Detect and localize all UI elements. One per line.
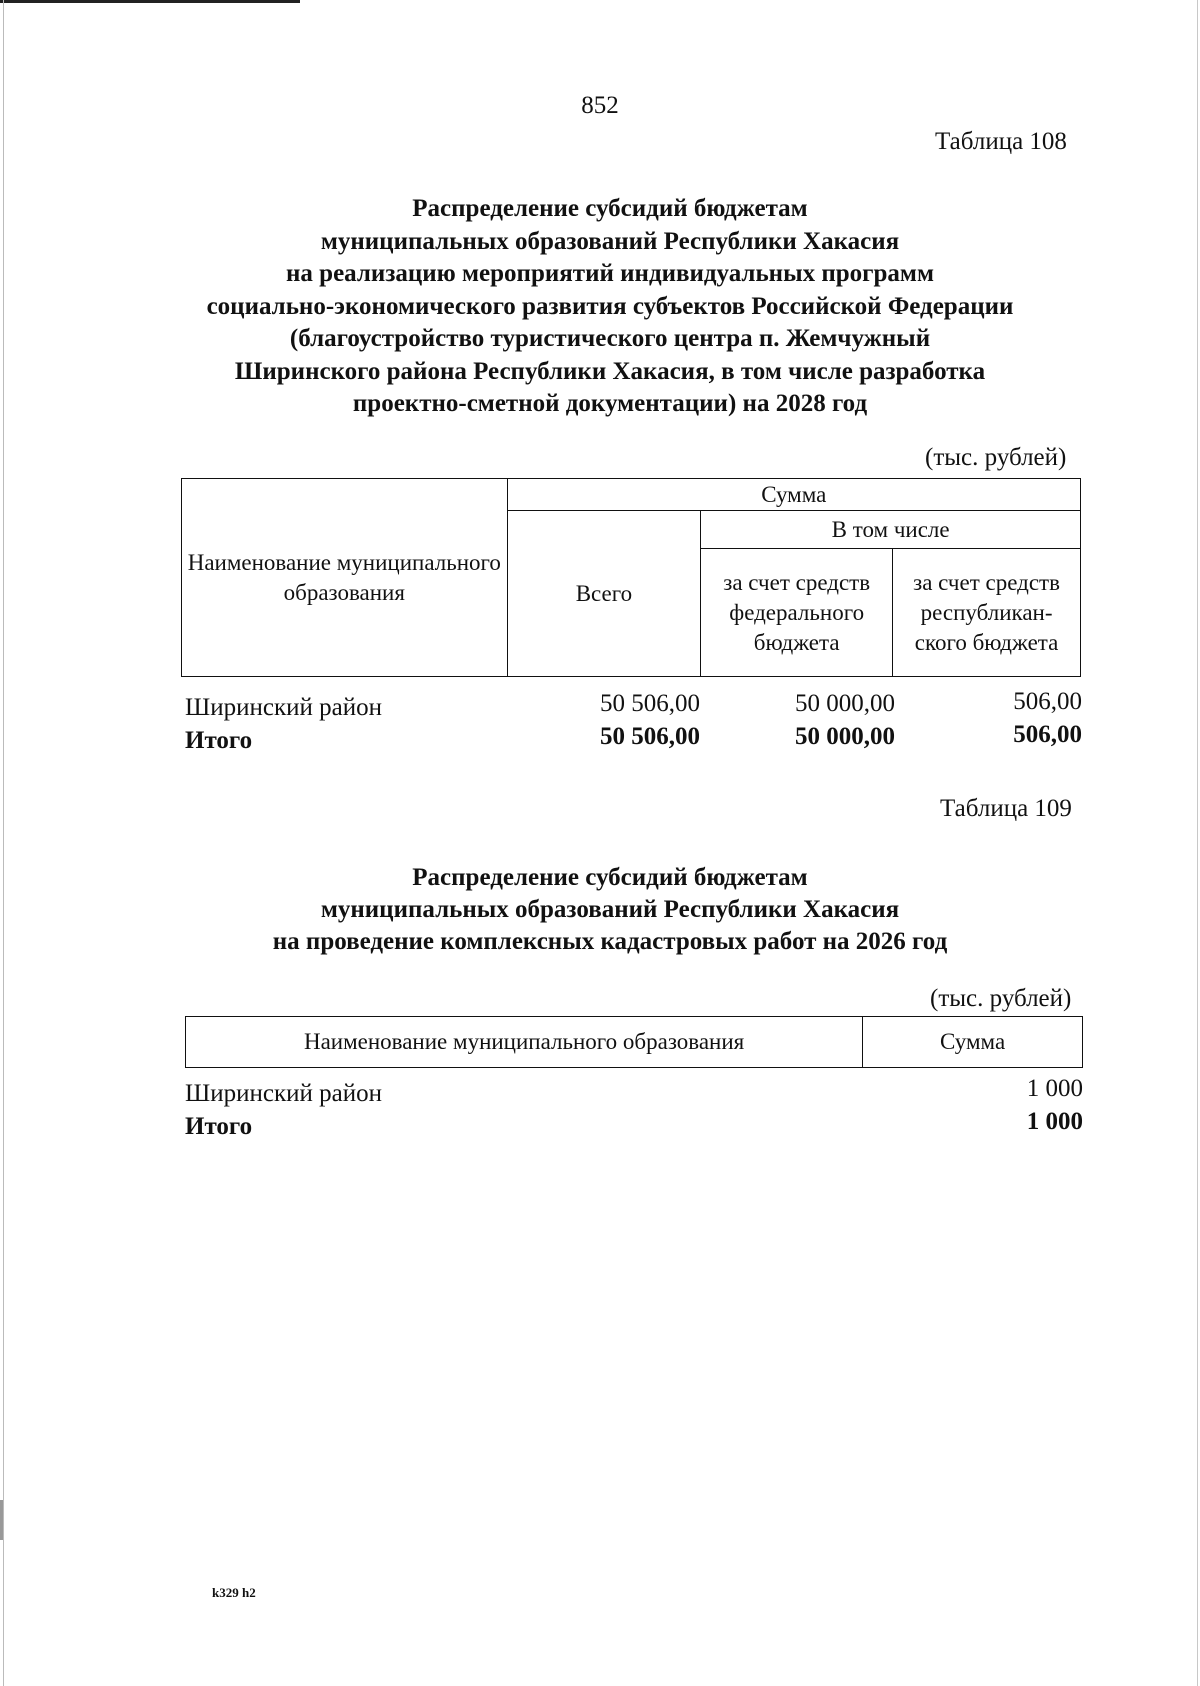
header-sum: Сумма — [507, 479, 1080, 511]
table-109-row-name: Ширинский район — [185, 1080, 382, 1107]
table-109-title — [150, 862, 1070, 958]
title-line: проектно-сметной документации) на 2028 год — [352, 390, 868, 417]
table-108-summary-republican: 506,00 — [1013, 721, 1082, 748]
table-108-header — [181, 478, 1081, 677]
table-108-row-name: Ширинский район — [185, 694, 382, 721]
title-line: Распределение субсидий бюджетам — [412, 195, 808, 222]
scan-mark-left — [0, 1500, 3, 1540]
header-total: Всего — [507, 511, 701, 677]
scan-border-right — [1197, 0, 1198, 1686]
table-109-summary-sum: 1 000 — [1026, 1108, 1083, 1135]
title-line: муниципальных образований Республики Хакасия — [320, 227, 900, 255]
header-including: В том числе — [701, 511, 1081, 549]
table-109-label: Таблица 109 — [940, 795, 1072, 822]
table-108-label: Таблица 108 — [935, 128, 1067, 155]
header-republican: за счет средств республикан-ского бюджета — [893, 549, 1081, 677]
scan-border-top — [0, 0, 300, 3]
table-109-row-sum: 1 000 — [1026, 1075, 1083, 1102]
title-line: Ширинского района Республики Хакасия, в том числе разработка — [234, 357, 986, 385]
title-line: Распределение субсидий бюджетам — [412, 864, 808, 891]
table-108-row-total: 50 506,00 — [600, 690, 700, 717]
header-federal: за счет средств федерального бюджета — [701, 549, 893, 677]
table-108-row-federal: 50 000,00 — [795, 690, 895, 717]
scan-border-left — [3, 0, 4, 1686]
table-109-unit: (тыс. рублей) — [930, 985, 1072, 1012]
title-line: на проведение комплексных кадастровых работ на 2026 год — [272, 928, 948, 955]
table-108-row-republican: 506,00 — [1013, 688, 1082, 715]
header-name: Наименование муниципального образования — [182, 479, 508, 677]
table-108-summary-name: Итого — [185, 727, 253, 754]
table-109-summary-name: Итого — [185, 1113, 253, 1140]
header-name: Наименование муниципального образования — [186, 1017, 863, 1068]
footer-code: k329 h2 — [212, 1585, 256, 1600]
table-109-header — [185, 1016, 1083, 1068]
title-line: (благоустройство туристического центра п. Жемчужный — [289, 325, 931, 352]
header-sum: Сумма — [863, 1017, 1083, 1068]
table-108-summary-federal: 50 000,00 — [795, 723, 895, 750]
table-108-unit: (тыс. рублей) — [925, 444, 1067, 471]
title-line: муниципальных образований Республики Хакасия — [320, 896, 900, 923]
title-line: на реализацию мероприятий индивидуальных программ — [286, 260, 934, 287]
table-108-summary-total: 50 506,00 — [600, 723, 700, 750]
page-number: 852 — [581, 92, 619, 119]
title-line: социально-экономического развития субъектов Российской Федерации — [206, 292, 1014, 320]
table-108-title — [150, 193, 1070, 421]
